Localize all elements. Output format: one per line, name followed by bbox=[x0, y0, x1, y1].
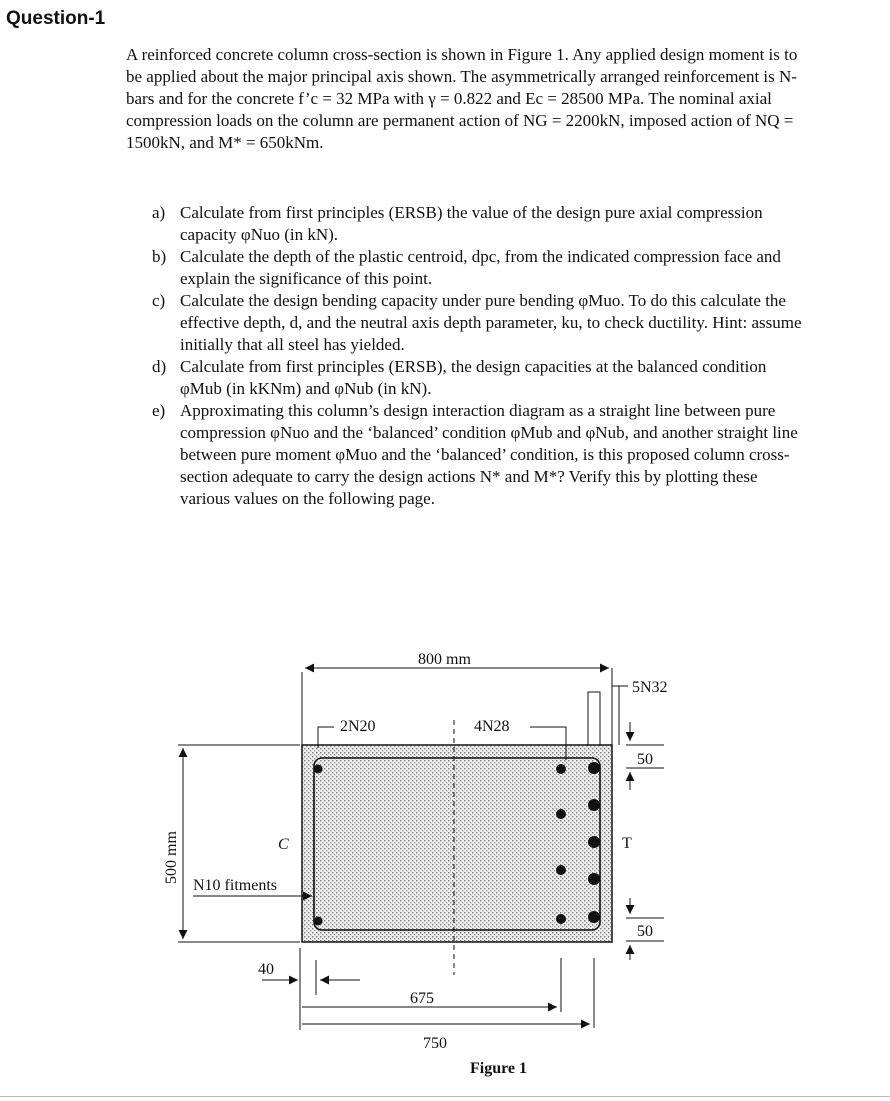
part-text: Approximating this column’s design interaction diagram as a straight line between pure compression φNuo and the ‘balanced’ condition φMub and φNub, and another straight line between pure moment φMuo and the ‘balanced’ condition, is this proposed column cross-section adequate to carry the design actions N* and M*? Verify this by plotting these various values on the following page. bbox=[180, 401, 798, 508]
label-fitments: N10 fitments bbox=[193, 877, 277, 894]
dim-675-label: 675 bbox=[410, 990, 434, 1007]
part-text: Calculate the depth of the plastic centroid, dpc, from the indicated compression face and explain the significance of this point. bbox=[180, 247, 781, 288]
tension-face-label: T bbox=[622, 835, 632, 852]
bar-4n28 bbox=[556, 809, 566, 819]
bar-2n20 bbox=[314, 917, 323, 926]
part-text: Calculate from first principles (ERSB), the design capacities at the balanced condition φMub (in kKNm) and φNub (in kN). bbox=[180, 357, 767, 398]
dim-800-label: 800 mm bbox=[418, 651, 471, 668]
label-4n28: 4N28 bbox=[474, 718, 510, 735]
intro-paragraph: A reinforced concrete column cross-section is shown in Figure 1. Any applied design moment is to be applied about the major principal axis shown. The asymmetrically arranged reinforcement is N-bars and for the concrete f’c = 32 MPa with γ = 0.822 and Ec = 28500 MPa. The nominal axial compression loads on the column are permanent action of NG = 2200kN, imposed action of NQ = 1500kN, and M* = 650kNm. bbox=[126, 45, 798, 152]
cover-top-label: 50 bbox=[637, 751, 653, 768]
figure-caption: Figure 1 bbox=[470, 1060, 528, 1077]
bar-5n32 bbox=[588, 911, 600, 923]
question-heading: Question-1 bbox=[6, 8, 106, 29]
dim-500-label: 500 mm bbox=[163, 831, 180, 884]
part-text: Calculate from first principles (ERSB) the value of the design pure axial compression capacity φNuo (in kN). bbox=[180, 203, 763, 244]
label-5n32: 5N32 bbox=[632, 679, 668, 696]
part-text: Calculate the design bending capacity under pure bending φMuo. To do this calculate the effective depth, d, and the neutral axis depth parameter, ku, to check ductility. Hint: assume initially that all steel has yielded. bbox=[180, 291, 802, 354]
bar-5n32 bbox=[588, 873, 600, 885]
concrete-section bbox=[302, 745, 612, 942]
bar-4n28 bbox=[556, 764, 566, 774]
leader-4n28-ext bbox=[588, 692, 600, 746]
bar-4n28 bbox=[556, 865, 566, 875]
part-label: e) bbox=[152, 401, 166, 420]
part-label: a) bbox=[152, 203, 166, 222]
part-label: c) bbox=[152, 291, 166, 310]
cover-left-label: 40 bbox=[258, 961, 274, 978]
label-2n20: 2N20 bbox=[340, 718, 376, 735]
bar-5n32 bbox=[588, 799, 600, 811]
part-label: b) bbox=[152, 247, 167, 266]
bar-4n28 bbox=[556, 914, 566, 924]
page-bottom-rule bbox=[0, 1096, 890, 1097]
cover-bot-label: 50 bbox=[637, 923, 653, 940]
compression-face-label: C bbox=[278, 836, 289, 853]
dim-750-label: 750 bbox=[423, 1035, 447, 1052]
bar-5n32 bbox=[588, 762, 600, 774]
bar-5n32 bbox=[588, 836, 600, 848]
bar-2n20 bbox=[314, 765, 323, 774]
part-label: d) bbox=[152, 357, 167, 376]
